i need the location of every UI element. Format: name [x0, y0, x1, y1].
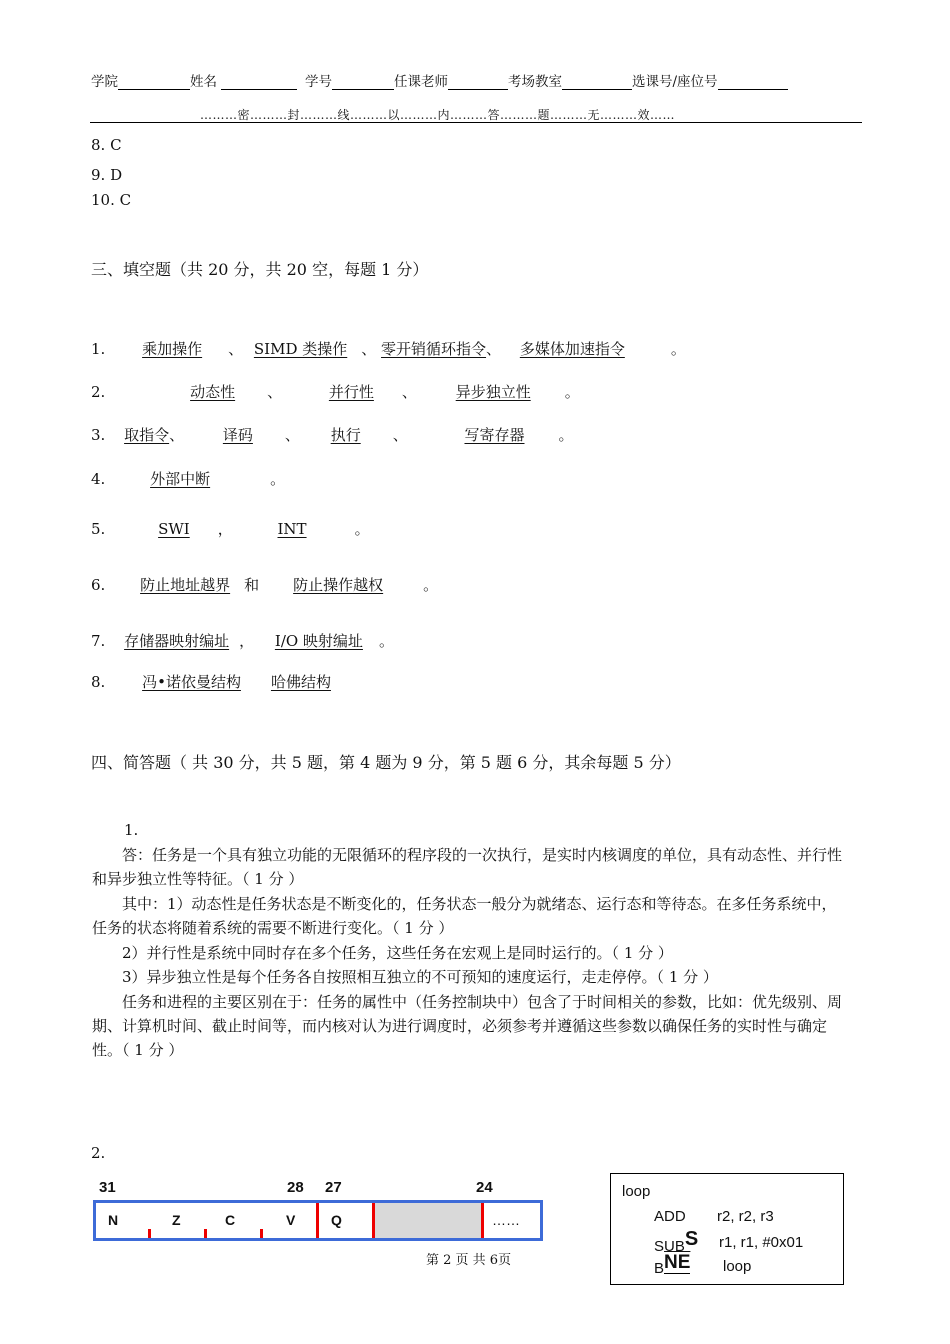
header-divider: [90, 122, 862, 123]
q1-para-5: 任务和进程的主要区别在于：任务的属性中（任务控制块中）包含了于时间相关的参数，比如：优先级别、周期、计算机时间、截止时间等，而内核对认为进行调度时，必须参考并遵循这些参数以确保任务的实时性与确定性。（ 1 分 ）: [92, 993, 843, 1059]
q1-para-2: 其中：1）动态性是任务状态是不断变化的，任务状态一般分为就绪态、运行态和等待态。在多任务系统中，任务的状态将随着系统的需要不断进行变化。（ 1 分 ）: [92, 895, 837, 937]
b-op: B: [654, 1260, 665, 1277]
q1-para-4: 3）异步独立性是每个任务各自按照相互独立的不可预知的速度运行，走走停停。（ 1 分 ）: [122, 968, 718, 986]
fill-answer: I/O 映射编址: [274, 632, 363, 650]
fill-answer: 存储器映射编址: [124, 632, 230, 650]
bit-tick: [148, 1229, 151, 1238]
teacher-field[interactable]: [448, 75, 508, 90]
fill-answer: 动态性: [190, 383, 236, 401]
fill-item-8: [91, 671, 349, 692]
exam-header: [91, 70, 788, 90]
section3-title: 三、填空题（共 20 分，共 20 空，每题 1 分）: [91, 260, 429, 279]
page-footer: 第 2 页 共 6页: [426, 1253, 512, 1268]
item-number: 7.: [91, 632, 106, 650]
fill-answer: 哈佛结构: [270, 673, 331, 691]
name-label: 姓名: [190, 74, 217, 90]
fill-answer: SIMD 类操作: [253, 340, 348, 358]
fill-answer: 取指令: [124, 426, 170, 444]
item-number: 8.: [91, 673, 106, 691]
item-number: 4.: [91, 470, 106, 488]
answer-10: 10. C: [91, 191, 132, 209]
code-line-1-op: ADD: [654, 1208, 686, 1225]
room-field[interactable]: [562, 75, 632, 90]
more-bits: ……: [492, 1212, 520, 1228]
code-label: loop: [622, 1183, 651, 1200]
flag-v: V: [286, 1212, 296, 1228]
section4-title-rest: （ 共 30 分，共 5 题，第 4 题为 9 分，第 5 题 6 分，其余每题 5 分）: [171, 753, 681, 772]
answer-8: 8. C: [91, 136, 122, 154]
name-field[interactable]: [221, 75, 297, 90]
fill-answer: INT: [277, 520, 307, 538]
reserved-bits: [373, 1203, 483, 1238]
code-line-2-args: r1, r1, #0x01: [719, 1234, 804, 1251]
code-box: [610, 1173, 844, 1285]
room-label: 考场教室: [508, 74, 562, 90]
fill-item-4: 4. 外部中断 。: [91, 470, 286, 488]
bit-28-label: 28: [287, 1179, 304, 1196]
student-id-field[interactable]: [332, 75, 394, 90]
fill-answer: 异步独立性: [455, 383, 531, 401]
section4-title-main: 四、简答题: [91, 753, 172, 772]
teacher-label: 任课老师: [394, 74, 448, 90]
seat-label: 选课号/座位号: [632, 74, 718, 90]
answer-9: 9. D: [91, 166, 123, 184]
section4-title: [91, 750, 681, 773]
q1-para-3: 2）并行性是系统中同时存在多个任务，这些任务在宏观上是同时运行的。（ 1 分 ）: [122, 944, 673, 962]
q1-number: 1.: [124, 821, 139, 839]
divider-28: [316, 1203, 319, 1238]
item-number: 6.: [91, 576, 106, 594]
fill-answer: 零开销循环指令: [381, 340, 487, 358]
fill-answer: 并行性: [328, 383, 374, 401]
fill-answer: 写寄存器: [464, 426, 525, 444]
bit-tick: [204, 1229, 207, 1238]
q1-para-1: 答：任务是一个具有独立功能的无限循环的程序段的一次执行，是实时内核调度的单位，具有动态性、并行性和异步独立性等特征。（ 1 分 ）: [92, 846, 843, 888]
bit-31-label: 31: [99, 1179, 116, 1196]
ne-cond: $\overline{NE}$: [664, 1252, 691, 1273]
fill-item-5: 5. SWI ， INT 。: [91, 520, 370, 538]
college-label: 学院: [91, 74, 118, 90]
flag-z: Z: [172, 1212, 181, 1228]
student-id-label: 学号: [305, 74, 332, 90]
fill-item-6: 6. 防止地址越界 和 防止操作越权 。: [91, 576, 439, 594]
code-line-1-args: r2, r2, r3: [717, 1208, 774, 1225]
divider-27: [372, 1203, 375, 1238]
fill-item-7: 7. 存储器映射编址 ， I/O 映射编址 。: [91, 632, 394, 650]
fill-answer: 译码: [222, 426, 253, 444]
code-line-3-args: loop: [723, 1258, 752, 1275]
flag-q: Q: [331, 1212, 342, 1228]
fill-join: 和: [244, 576, 260, 594]
flag-n: N: [108, 1212, 119, 1228]
college-field[interactable]: [118, 75, 190, 90]
fill-answer: 执行: [330, 426, 361, 444]
fill-item-2: 2. 动态性 、 并行性 、 异步独立性 。: [91, 383, 580, 401]
flag-c: C: [225, 1212, 236, 1228]
item-number: 1.: [91, 340, 106, 358]
fill-answer: SWI: [158, 520, 190, 538]
item-number: 5.: [91, 520, 106, 538]
fill-item-3: 3. 取指令、 译码 、 执行 、 写寄存器 。: [91, 426, 574, 444]
bit-24-label: 24: [476, 1179, 493, 1196]
sub-op: SUB: [654, 1238, 685, 1255]
bit-tick: [260, 1229, 263, 1238]
seal-line: ………密………封………线………以………内………答………题………无………效……: [200, 108, 676, 122]
seat-field[interactable]: [718, 75, 788, 90]
cpsr-register-diagram: [93, 1200, 543, 1241]
divider-24: [481, 1203, 484, 1238]
fill-answer: 冯•诺依曼结构: [142, 673, 241, 691]
fill-item-1: 1. 乘加操作 、 SIMD 类操作 、 零开销循环指令、 多媒体加速指令 。: [91, 340, 686, 358]
sub-s-suffix: S: [684, 1228, 699, 1250]
code-line-3-op: [654, 1252, 691, 1279]
fill-answer: 乘加操作: [142, 340, 203, 358]
item-number: 2.: [91, 383, 106, 401]
fill-answer: 防止地址越界: [140, 576, 231, 594]
fill-answer: 多媒体加速指令: [519, 340, 625, 358]
q2-number: 2.: [91, 1144, 106, 1162]
fill-answer: 防止操作越权: [293, 576, 384, 594]
item-number: 3.: [91, 426, 106, 444]
bit-27-label: 27: [325, 1179, 342, 1196]
fill-answer: 外部中断: [150, 470, 211, 488]
